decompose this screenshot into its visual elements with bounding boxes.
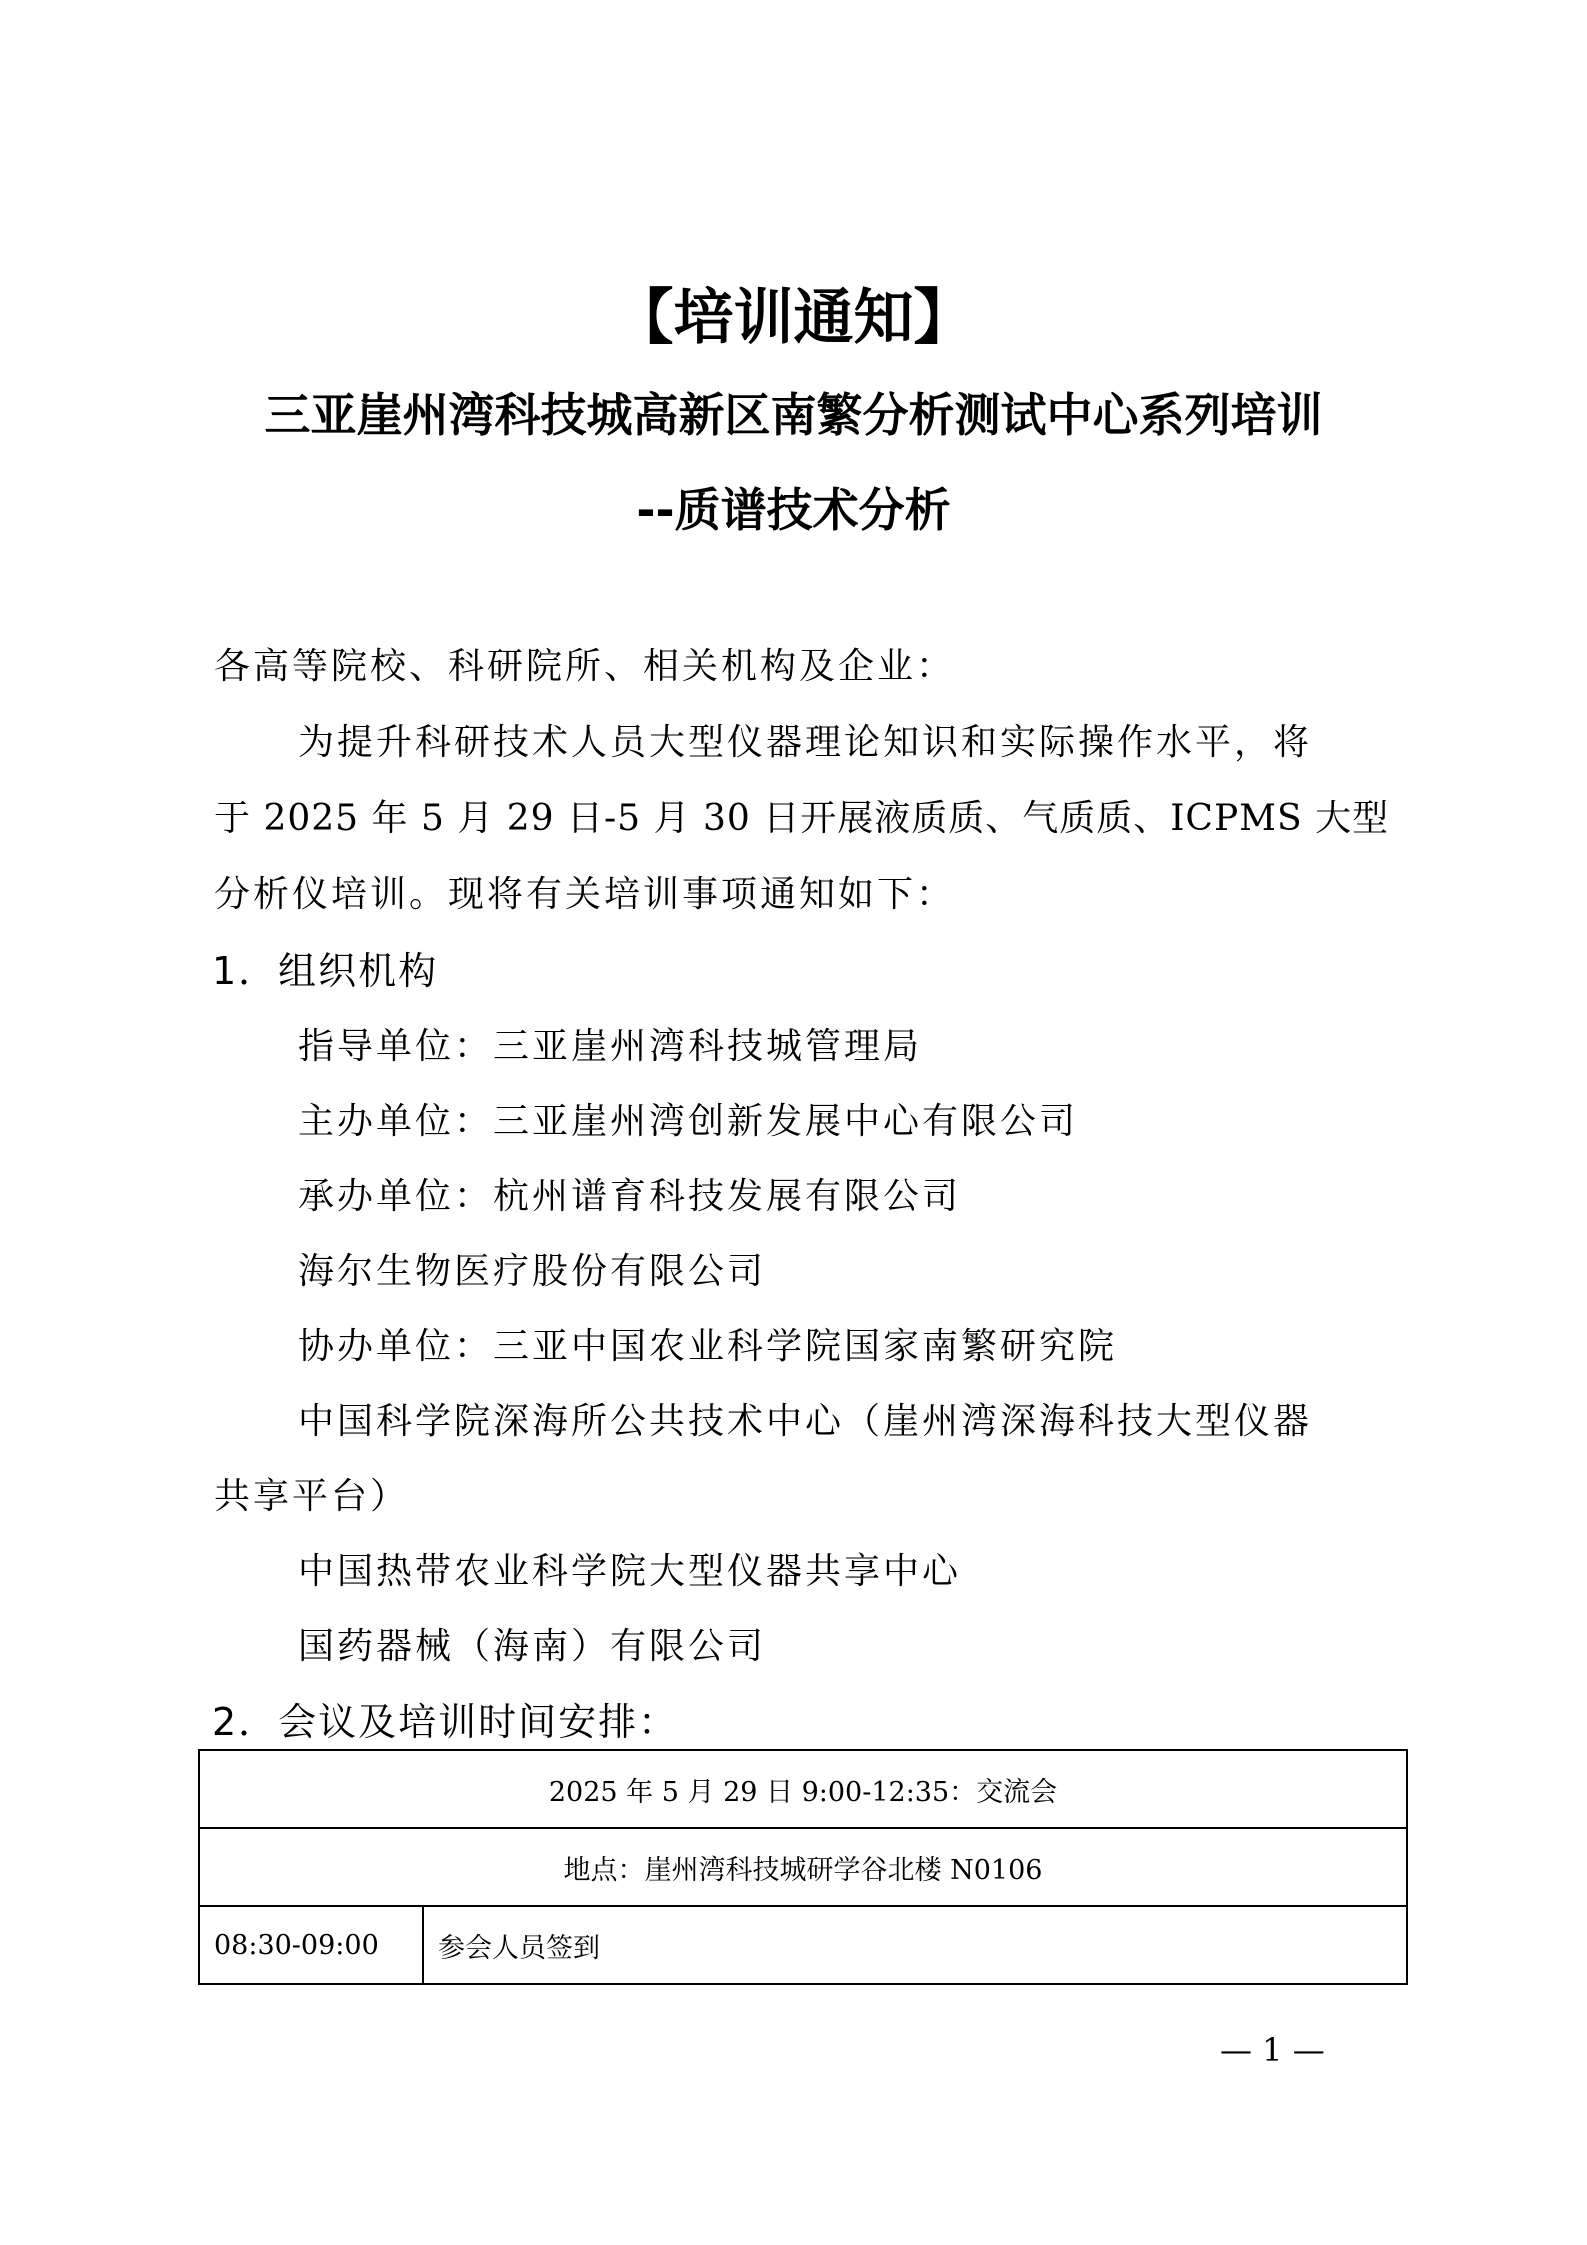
- notice-title: 【培训通知】: [613, 283, 974, 353]
- schedule-table: [198, 1749, 1408, 1985]
- org-guide-unit: 指导单位：三亚崖州湾科技城管理局: [298, 1026, 923, 1067]
- org-co-unit-2-line1: 中国科学院深海所公共技术中心（崖州湾深海科技大型仪器: [298, 1401, 1313, 1442]
- section-heading-organization: 1．组织机构: [212, 949, 439, 993]
- notice-subtitle-line2: --质谱技术分析: [636, 483, 951, 537]
- section-heading-schedule: 2．会议及培训时间安排：: [212, 1700, 679, 1744]
- table-row: [199, 1906, 1407, 1984]
- org-co-unit-4: 国药器械（海南）有限公司: [298, 1626, 767, 1667]
- intro-line-1: 为提升科研技术人员大型仪器理论知识和实际操作水平，将: [298, 722, 1313, 763]
- org-co-unit-2-line2: 共享平台）: [214, 1476, 410, 1517]
- notice-subtitle-line1: 三亚崖州湾科技城高新区南繁分析测试中心系列培训: [264, 388, 1323, 442]
- schedule-day-header: 2025 年 5 月 29 日 9:00-12:35：交流会: [199, 1750, 1407, 1828]
- org-organizer-unit-2: 海尔生物医疗股份有限公司: [298, 1251, 767, 1292]
- schedule-time-cell: 08:30-09:00: [199, 1906, 423, 1984]
- org-host-unit: 主办单位：三亚崖州湾创新发展中心有限公司: [298, 1101, 1079, 1142]
- intro-line-3: 分析仪培训。现将有关培训事项通知如下：: [214, 874, 956, 915]
- schedule-item-cell: 参会人员签到: [423, 1906, 1407, 1984]
- org-co-unit-1: 协办单位：三亚中国农业科学院国家南繁研究院: [298, 1326, 1118, 1367]
- table-row: [199, 1750, 1407, 1828]
- page-number: — 1 —: [1220, 2031, 1325, 2069]
- intro-line-2: 于 2025 年 5 月 29 日-5 月 30 日开展液质质、气质质、ICPMS 大型: [214, 798, 1390, 839]
- schedule-location: 地点：崖州湾科技城研学谷北楼 N0106: [199, 1828, 1407, 1906]
- salutation: 各高等院校、科研院所、相关机构及企业：: [214, 646, 956, 687]
- org-co-unit-3: 中国热带农业科学院大型仪器共享中心: [298, 1551, 962, 1592]
- table-row: [199, 1828, 1407, 1906]
- org-organizer-unit: 承办单位：杭州谱育科技发展有限公司: [298, 1176, 962, 1217]
